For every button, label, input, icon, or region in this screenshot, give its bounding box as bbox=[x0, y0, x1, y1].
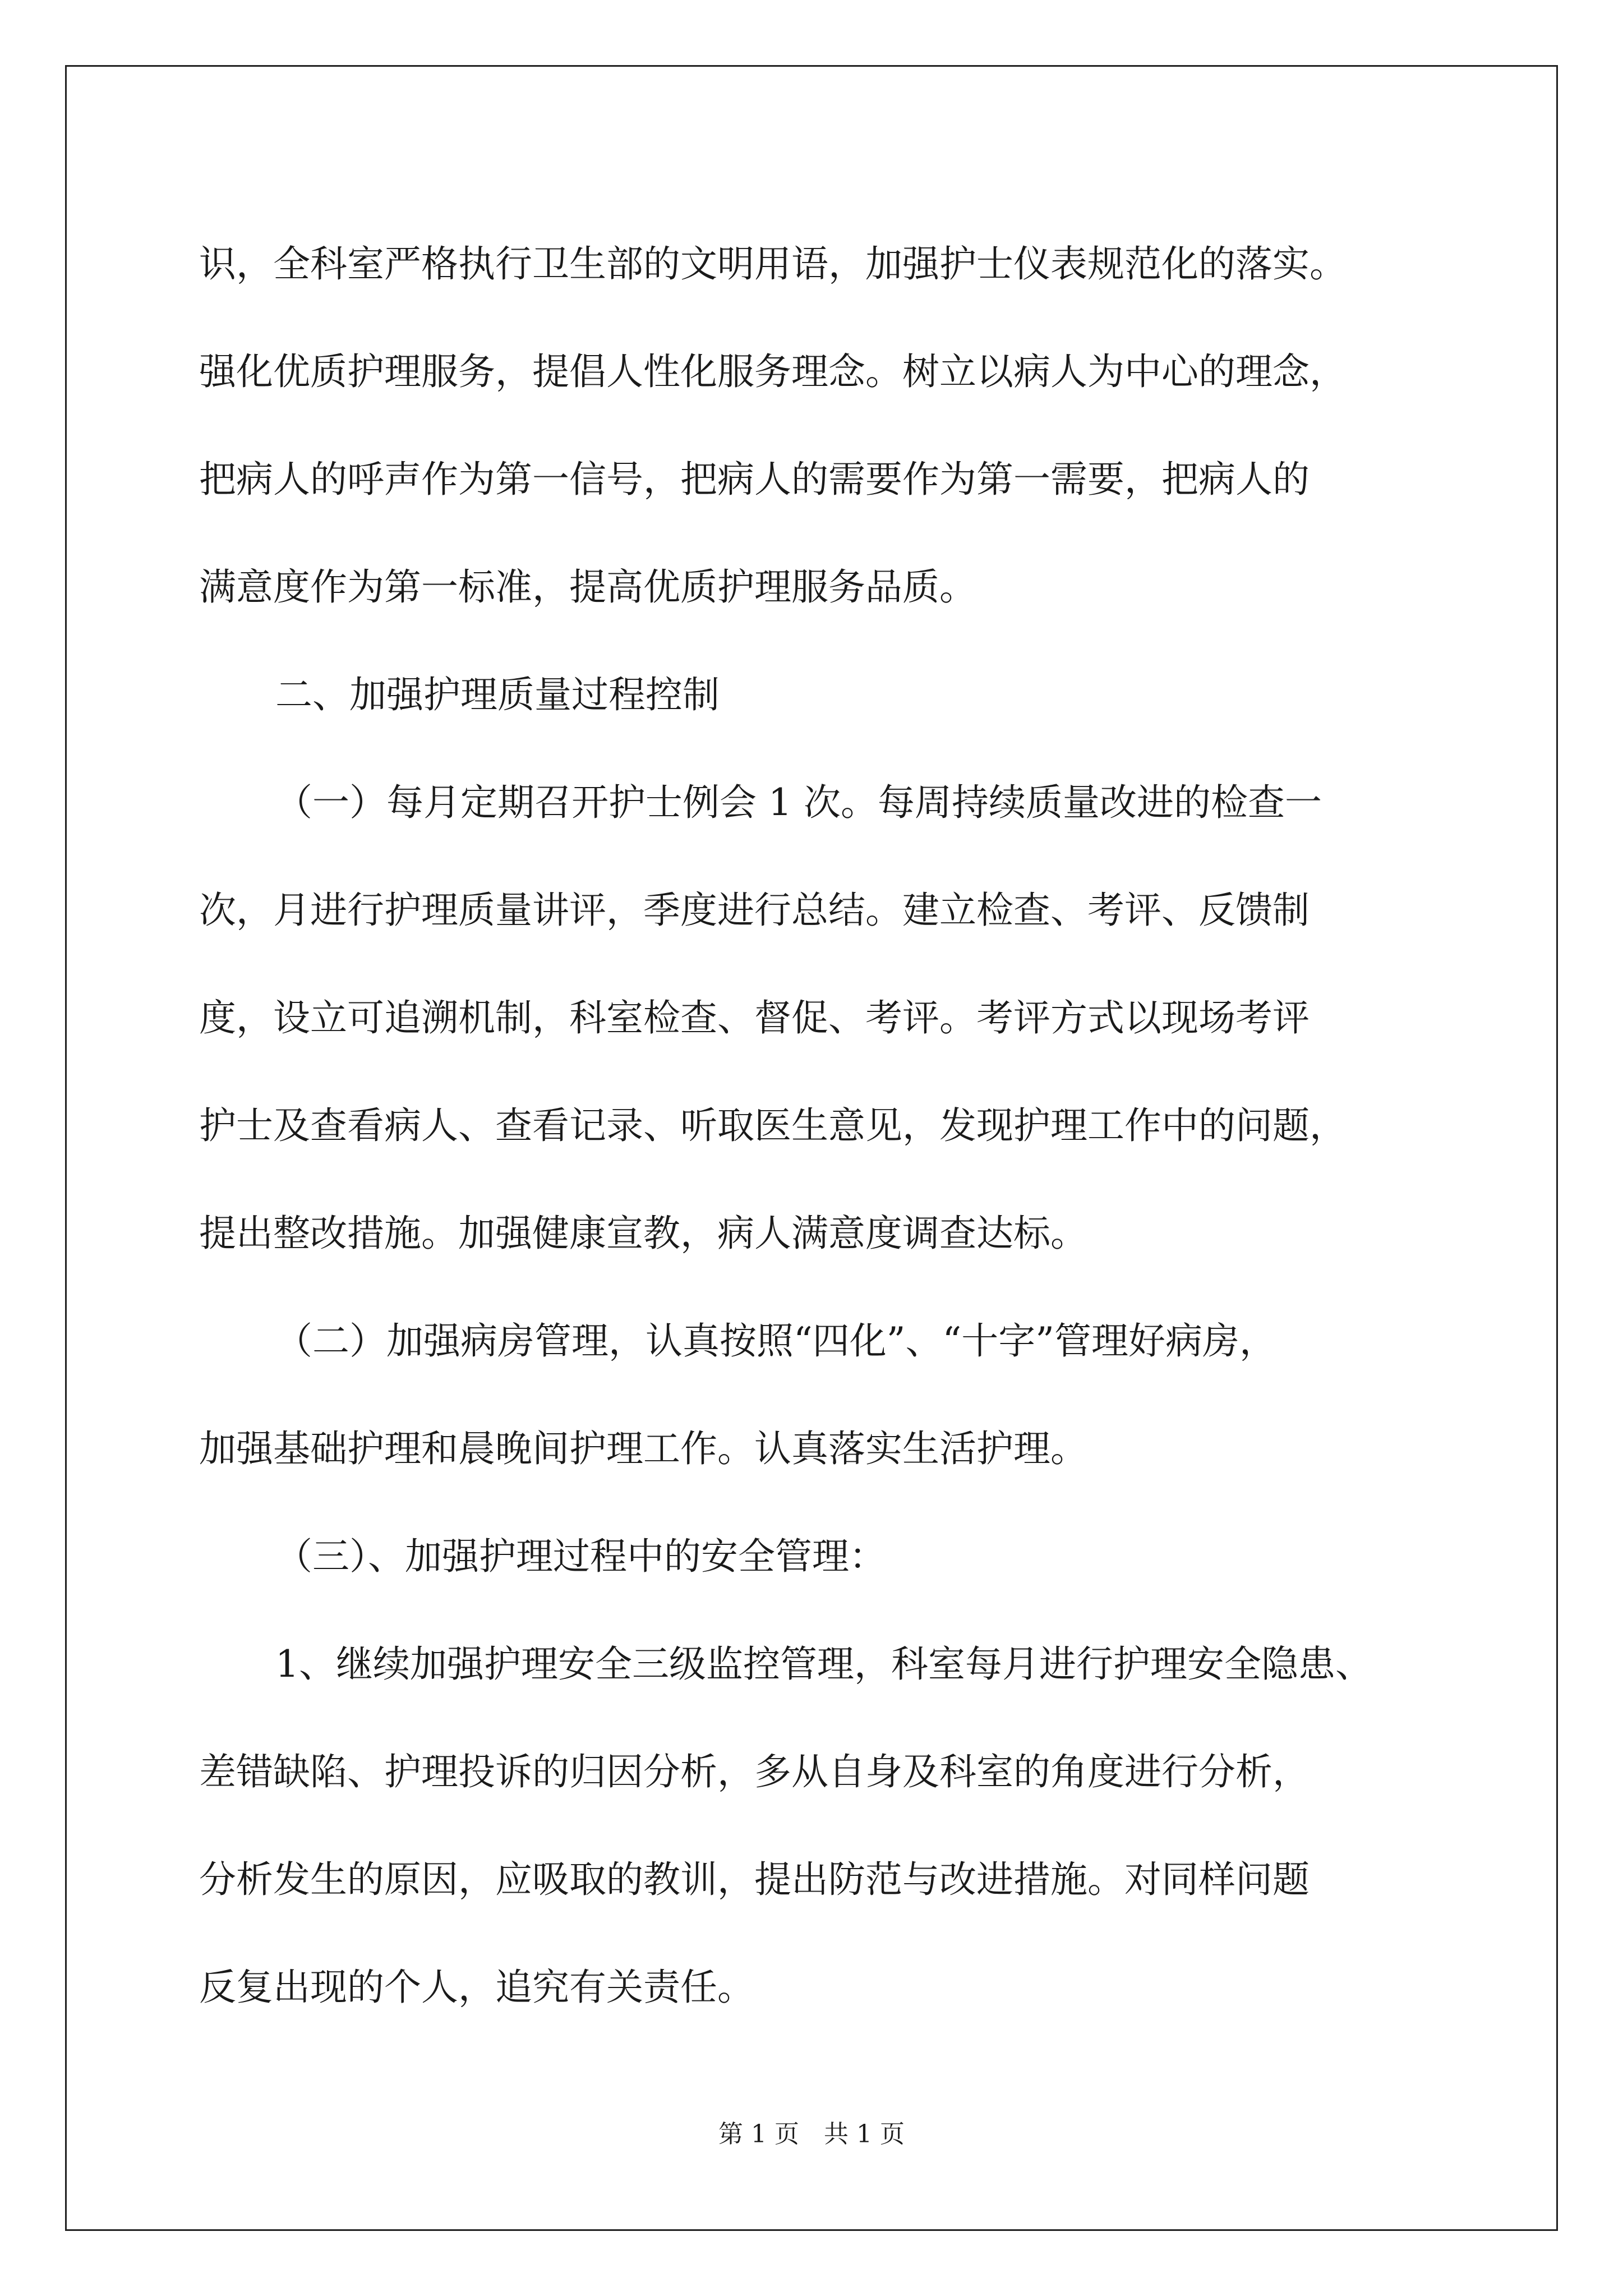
text-line: 强化优质护理服务，提倡人性化服务理念。树立以病人为中心的理念， bbox=[199, 350, 1347, 393]
text-line: 次，月进行护理质量讲评，季度进行总结。建立检查、考评、反馈制 bbox=[199, 889, 1310, 932]
paragraph-subitem-1 bbox=[199, 1611, 1433, 2041]
document-body bbox=[199, 210, 1433, 2041]
text-line: （三）、加强护理过程中的安全管理： bbox=[275, 1535, 886, 1578]
text-line: 识，全科室严格执行卫生部的文明用语，加强护士仪表规范化的落实。 bbox=[199, 242, 1347, 286]
text-line: 差错缺陷、护理投诉的归因分析，多从自身及科室的角度进行分析， bbox=[199, 1750, 1310, 1793]
text-line: 加强基础护理和晨晚间护理工作。认真落实生活护理。 bbox=[199, 1427, 1087, 1470]
text-line: 度，设立可追溯机制，科室检查、督促、考评。考评方式以现场考评 bbox=[199, 996, 1310, 1039]
text-line: 把病人的呼声作为第一信号，把病人的需要作为第一需要，把病人的 bbox=[199, 458, 1310, 501]
text-line: 1、继续加强护理安全三级监控管理，科室每月进行护理安全隐患、 bbox=[275, 1642, 1372, 1686]
text-line: （二）加强病房管理，认真按照“四化”、“十字”管理好病房， bbox=[275, 1319, 1276, 1363]
page-footer: 第 1 页 共 1 页 bbox=[718, 2120, 905, 2148]
text-line: 满意度作为第一标准，提高优质护理服务品质。 bbox=[199, 565, 976, 609]
text-line: 分析发生的原因，应吸取的教训，提出防范与改进措施。对同样问题 bbox=[199, 1858, 1310, 1901]
paragraph-item-1 bbox=[199, 749, 1433, 1287]
paragraph-intro bbox=[199, 210, 1433, 641]
text-line: 反复出现的个人，追究有关责任。 bbox=[199, 1966, 754, 2009]
paragraph-item-3 bbox=[199, 1503, 1433, 1611]
text-line: （一）每月定期召开护士例会 1 次。每周持续质量改进的检查一 bbox=[275, 781, 1322, 824]
text-line: 护士及查看病人、查看记录、听取医生意见，发现护理工作中的问题， bbox=[199, 1104, 1347, 1147]
heading-text: 二、加强护理质量过程控制 bbox=[275, 673, 720, 716]
section-heading bbox=[199, 641, 1433, 749]
text-line: 提出整改措施。加强健康宣教，病人满意度调查达标。 bbox=[199, 1212, 1087, 1255]
paragraph-item-2 bbox=[199, 1287, 1433, 1503]
